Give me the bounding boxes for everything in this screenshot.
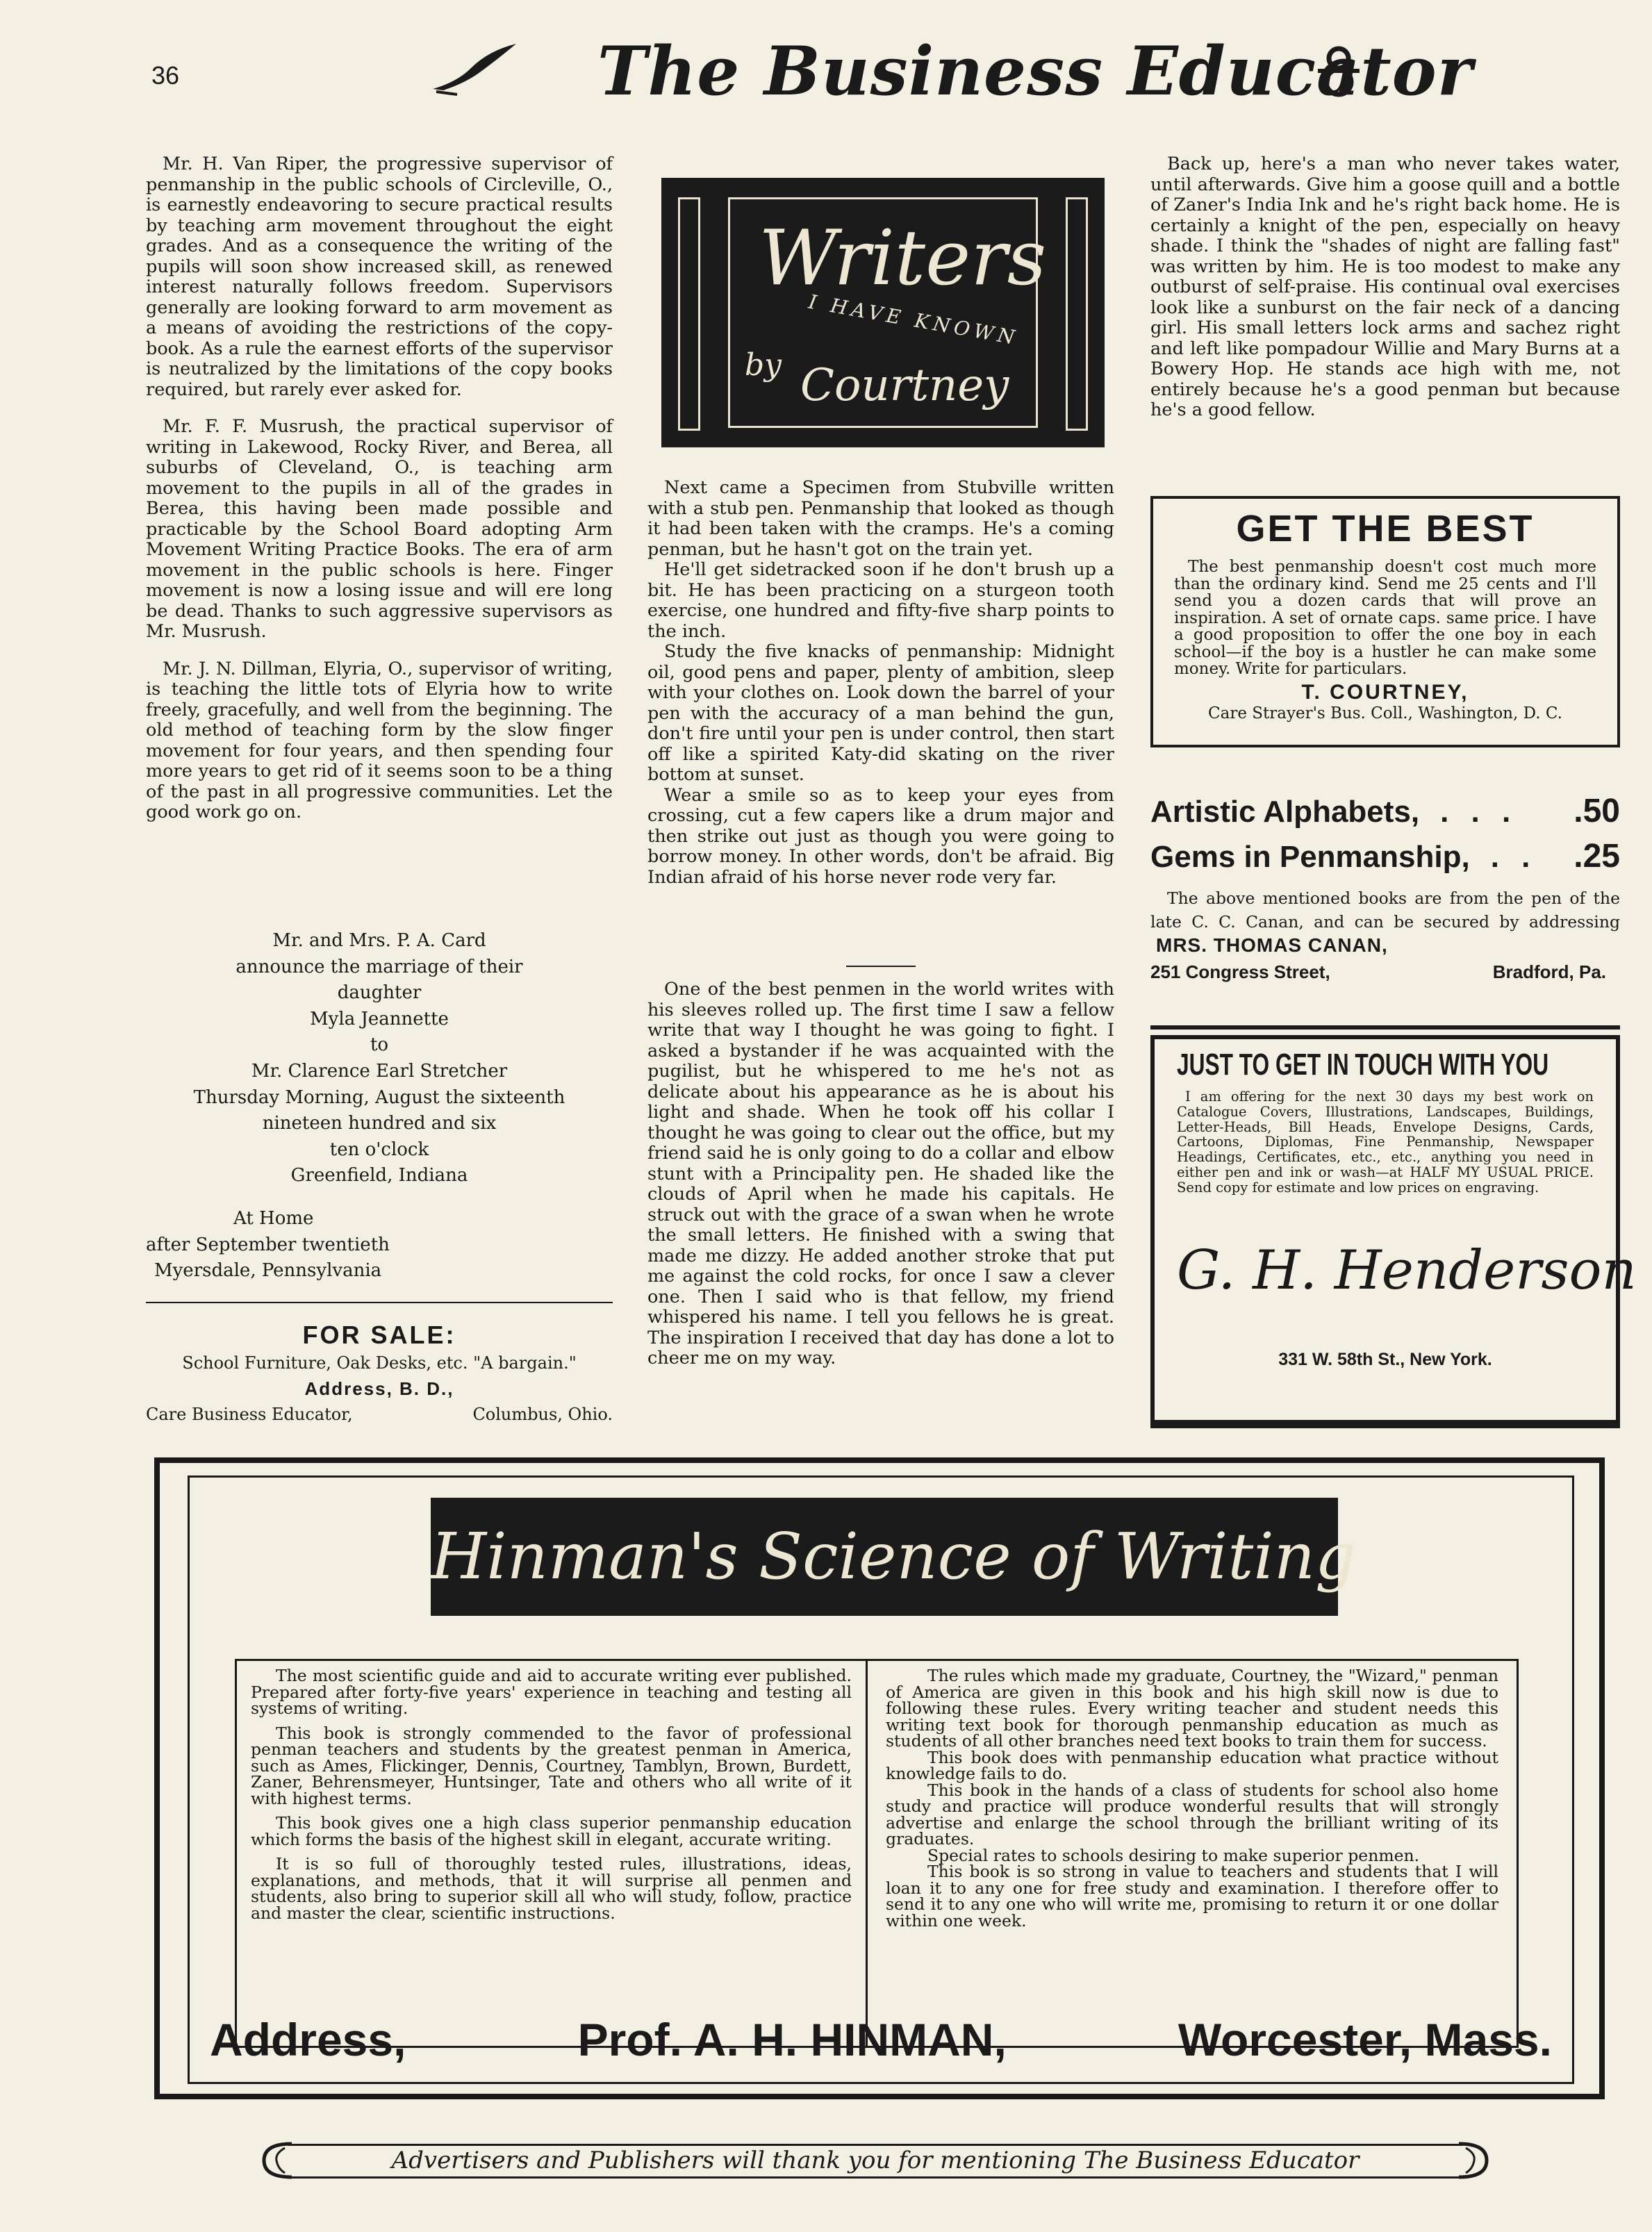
at-home-line: Myersdale, Pennsylvania — [154, 1260, 382, 1282]
get-best-heading: GET THE BEST — [1236, 508, 1535, 549]
footer-scroll-right-icon — [1452, 2141, 1494, 2180]
henderson-bottom-rule — [1150, 1424, 1620, 1428]
paragraph: He'll get sidetracked soon if he don't brush up a bit. He has been practicing on a sturgeon tooth exercise, one hundred and fifty-five sharp points to the inch. — [647, 559, 1114, 642]
paragraph: Mr. H. Van Riper, the progressive supervisor of penmanship in the public schools of Circleville, O., is earnestly endeavoring to secure practical results by teaching arm movement throughout the eight grades. And as a consequence the writing of the pupils will soon show increased skill, as renewed interest naturally follows freedom. Supervisors generally are looking forward to arm movement as a means of avoiding the restrictions of the copy-book. As a rule the earnest efforts of the supervisor is neutralized by the limitations of the copy books required, but rarely ever asked for. — [146, 154, 613, 400]
at-home-line: after September twentieth — [146, 1234, 390, 1255]
hinman-city: Worcester, Mass. — [1178, 2014, 1552, 2065]
hinman-paragraph: This book in the hands of a class of students for school also home study and practice will produce wonderful results that will strongly advertise and enlarge the school through the brilliant writing of its graduates. — [886, 1780, 1498, 1849]
at-home-notice — [146, 1206, 613, 1284]
at-home-line: At Home — [233, 1208, 314, 1229]
hinman-title-plate — [431, 1498, 1356, 1616]
leader-dots: . . — [1490, 840, 1537, 874]
books-note-text: The above mentioned books are from the pen of the late C. C. Canan, and can be secured by addressing — [1150, 888, 1620, 932]
hinman-paragraph: This book does with penmanship education what practice without knowledge fails to do. — [886, 1747, 1498, 1783]
book-title: Gems in Penmanship, — [1150, 840, 1470, 874]
paragraph: Back up, here's a man who never takes water, until afterwards. Give him a goose quill and a bottle of Zaner's India Ink and he's right back home. He is certainly a knight of the pen, especially on heavy shade. I think the "shades of night are falling fast" was written by him. He is too modest to make any outburst of self-praise. His continual oval exercises look like a sunburst on the fair neck of a dancing girl. His small letters lock arms and sachez right and left like pompadour Willie and Mary Burns at a Bowery Hop. He stands ace high with me, not entirely because he's a good penman but because he's a good fellow. — [1150, 154, 1620, 420]
hinman-paragraph: The rules which made my graduate, Courtney, the "Wizard," penman of America are given in this book and his high skill now is due to following these rules. Every writing teacher and student needs this writing text book for thorough penmanship education as much as students of all other branches need text books to train them for success. — [886, 1666, 1498, 1751]
announcement-line: Mr. Clarence Earl Stretcher — [251, 1060, 508, 1082]
column-2 — [647, 478, 1114, 888]
announcement-line: announce the marriage of their — [236, 956, 523, 977]
for-sale-footer — [146, 1402, 613, 1427]
hinman-paragraph: This book is strongly commended to the favor of professional penman teachers and students by the greatest penman in America, such as Ames, Flickinger, Dennis, Courtney, Tamblyn, Brown, Burdett, Zaner, Behrensmeyer, Huntsinger, Tate and others who all write of it with highest terms. — [251, 1723, 852, 1808]
hinman-paragraph: This book is so strong in value to teachers and students that I will loan it to any one for free study and examination. I therefore offer to send it to any one who will write me, promising to return it or one dollar within one week. — [886, 1862, 1498, 1931]
hinman-paragraph: Special rates to schools desiring to make superior penmen. — [927, 1845, 1420, 1865]
hinman-left-column — [235, 1659, 866, 2048]
plate-author: Courtney — [800, 360, 1009, 411]
footer-text: Advertisers and Publishers will thank you for mentioning The Business Educator — [391, 2147, 1360, 2174]
paragraph: Wear a smile so as to keep your eyes from crossing, cut a few capers like a drum major and then strike out just as though you were going to borrow money. In other words, don't be afraid. Big Indian afraid of his horse never rode very far. — [647, 784, 1114, 888]
masthead-title: The Business Educator — [597, 32, 1473, 110]
leader-dots: . . . — [1440, 795, 1518, 829]
announcement-line: Myla Jeannette — [310, 1008, 449, 1030]
announcement-line: Greenfield, Indiana — [290, 1165, 468, 1187]
book-line — [1150, 834, 1620, 879]
henderson-top-rule — [1150, 1025, 1620, 1030]
for-sale-care: Care Business Educator, — [146, 1405, 353, 1424]
wedding-announcement — [146, 928, 613, 1189]
book-title: Artistic Alphabets, — [1150, 795, 1420, 829]
henderson-address: 331 W. 58th St., New York. — [1278, 1349, 1492, 1369]
books-ad — [1150, 789, 1620, 986]
for-sale-line: School Furniture, Oak Desks, etc. "A bargain." — [182, 1353, 577, 1373]
hinman-address-bar — [193, 2012, 1569, 2067]
announcement-line: Mr. and Mrs. P. A. Card — [272, 930, 486, 951]
get-best-body: The best penmanship doesn't cost much more than the ordinary kind. Send me 25 cents and I'll send you a dozen cards that will prove an inspiration. A set of ornate caps. same price. I have a good proposition to offer the one boy in each school—if the boy is a hustler he can make some money. Write for particulars. — [1174, 558, 1596, 678]
for-sale-address: Address, B. D., — [304, 1378, 454, 1399]
announcement-line: Thursday Morning, August the sixteenth — [193, 1086, 565, 1108]
get-best-name: T. COURTNEY, — [1301, 680, 1469, 704]
for-sale-city: Columbus, Ohio. — [472, 1405, 613, 1424]
get-the-best-ad — [1150, 496, 1620, 747]
plate-title: Writers — [759, 213, 1047, 302]
column-3 — [1150, 154, 1620, 431]
hinman-ad — [154, 1457, 1605, 2099]
announcement-line: daughter — [337, 982, 422, 1004]
paragraph: Mr. J. N. Dillman, Elyria, O., supervisor of writing, is teaching the little tots of Elyria how to write freely, gracefully, and well from the beginning. The old method of teaching form by the slow finger movement for four years, and then spending four more years to get rid of it seems soon to be a thing of the past in all progressive communities. Let the good work go on. — [146, 658, 613, 822]
announcement-line: nineteen hundred and six — [262, 1113, 497, 1134]
short-divider — [846, 966, 916, 967]
plate-border-right — [1066, 197, 1088, 431]
henderson-body: I am offering for the next 30 days my best work on Catalogue Covers, Illustrations, Landscapes, Buildings, Letter-Heads, Bill Heads, Envelope Designs, Cards, Cartoons, Diplomas, Fine Penmanship, Newspaper Headings, Certificates, etc., etc., anything you need in either pen and ink or wash—at HALF MY USUAL PRICE. Send copy for estimate and low prices on engraving. — [1177, 1089, 1594, 1196]
for-sale-heading: FOR SALE: — [302, 1321, 456, 1349]
books-address — [1150, 958, 1620, 986]
page-number: 36 — [151, 61, 180, 90]
hinman-name: Prof. A. H. HINMAN, — [577, 2014, 1007, 2065]
writers-plate — [661, 178, 1105, 447]
henderson-signature: G. H. Henderson — [1177, 1239, 1637, 1302]
ornament-icon — [1314, 43, 1363, 99]
hinman-paragraph: It is so full of thoroughly tested rules, illustrations, ideas, explanations, and methods, that it will surprise all penmen and students, also bring to superior skill all who will study, follow, practice and master the clear, scientific instructions. — [251, 1854, 852, 1923]
book-price: .25 — [1573, 838, 1620, 875]
hinman-right-column — [866, 1659, 1519, 2048]
paragraph: One of the best penmen in the world writes with his sleeves rolled up. The first time I saw a fellow write that way I thought he was going to fight. I asked a bystander if he was acquainted with the pugilist, but he whispered to me he's not as delicate about his appearance as he is about his light and shade. When he took off his collar I thought he was going to clear out the office, but my friend said he is only going to do a collar and elbow stunt with a Principality pen. He shaded like the clouds of April when he made his capitals. He struck out with the grace of a swan when he wrote the small letters. He finished with a swing that made me dizzy. He added another stroke that put me against the cold rocks, for once I saw a clever one. Then I said who is that fellow, my friend whispered his name. I tell you fellows he is great. The inspiration I received that day has done a lot to cheer me on my way. — [647, 979, 1114, 1369]
footer-banner — [257, 2141, 1494, 2180]
paragraph: Next came a Specimen from Stubville written with a stub pen. Penmanship that looked as though it had been taken with the cramps. He's a coming penman, but he hasn't got on the train yet. — [647, 477, 1114, 560]
column-2-lower — [647, 979, 1114, 1379]
announcement-line: ten o'clock — [329, 1139, 429, 1160]
plate-border-left — [678, 197, 700, 431]
books-note — [1150, 886, 1620, 958]
hinman-paragraph: This book gives one a high class superior penmanship education which forms the basis of the highest skill in elegant, accurate writing. — [251, 1813, 852, 1849]
hinman-paragraph: The most scientific guide and aid to accurate writing ever published. Prepared after forty-five years' experience in teaching and testing all systems of writing. — [251, 1666, 852, 1718]
plate-subtitle: I HAVE KNOWN — [807, 290, 1021, 350]
column-1 — [146, 154, 613, 833]
paragraph: Study the five knacks of penmanship: Midnight oil, good pens and paper, plenty of ambition, sleep with your clothes on. Look down the barrel of your pen with the accuracy of a man behind the gun, don't fire until your pen is under control, then start off like a spirited Katy-did skating on the river bottom at sunset. — [647, 641, 1114, 785]
hinman-title: Hinman's Science of Writing — [431, 1519, 1356, 1594]
henderson-ad — [1150, 1035, 1637, 1424]
henderson-heading: JUST TO GET IN TOUCH WITH YOU — [1177, 1048, 1549, 1082]
book-price: .50 — [1573, 793, 1620, 829]
hinman-address-label: Address, — [210, 2014, 406, 2065]
books-city: Bradford, Pa. — [1492, 961, 1606, 982]
divider — [146, 1302, 613, 1303]
plate-by: by — [745, 347, 782, 383]
books-street: 251 Congress Street, — [1150, 961, 1330, 982]
paragraph: Mr. F. F. Musrush, the practical supervisor of writing in Lakewood, Rocky River, and Berea, all suburbs of Cleveland, O., is teaching arm movement to the pupils in all of the grades in Berea, this having been made possible and practicable by the School Board adopting Arm Movement Writing Practice Books. The era of arm movement in the public schools is here. Finger movement is now a losing issue and will ere long be dead. Thanks to such aggressive supervisors as Mr. Musrush. — [146, 416, 613, 642]
announcement-line: to — [370, 1034, 389, 1056]
quill-pen-icon — [429, 40, 520, 96]
for-sale-ad — [146, 1320, 613, 1427]
books-note-name: MRS. THOMAS CANAN, — [1156, 934, 1388, 956]
book-line — [1150, 789, 1620, 834]
get-best-address: Care Strayer's Bus. Coll., Washington, D. C. — [1208, 704, 1562, 722]
